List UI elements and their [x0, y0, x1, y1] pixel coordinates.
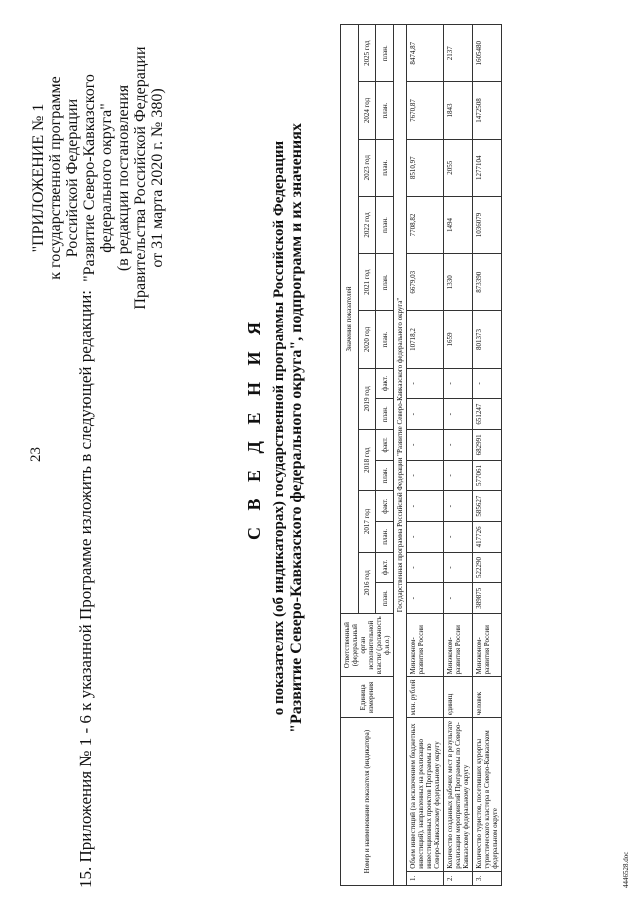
header-year: 2021 год: [358, 254, 376, 311]
row-value: 7708,82: [407, 196, 444, 253]
appendix-block: [30, 43, 166, 313]
row-value: 2055: [444, 139, 473, 196]
appendix-line: Российской Федерации: [64, 98, 81, 258]
row-indicator-name: Количество туристов, посетивших курорты туристического кластера в Северо-Кавказском федеральном округе: [473, 718, 502, 871]
header-year: 2017 год: [358, 491, 376, 552]
row-value: 801373: [473, 311, 502, 368]
header-year: 2024 год: [358, 82, 376, 139]
row-responsible: Минэконом-развития России: [444, 614, 473, 677]
row-value: -: [407, 460, 444, 491]
appendix-line: к государственной программе: [47, 76, 64, 280]
row-value: 577061: [473, 460, 502, 491]
row-value: -: [407, 429, 444, 460]
row-value: 7670,87: [407, 82, 444, 139]
row-value: -: [444, 522, 473, 553]
header-responsible: Ответственный (федеральный орган исполнительной власти/ (должность ф.и.о.): [341, 614, 394, 677]
page-number: 23: [28, 447, 44, 462]
header-plan: план.: [376, 399, 394, 430]
header-fact: факт.: [376, 368, 394, 399]
row-number: 3.: [473, 871, 502, 885]
row-value: 10718,2: [407, 311, 444, 368]
row-indicator-name: Количество созданных рабочих мест в результате реализации мероприятий Программы по Северо-Кавказскому федеральному округу: [444, 718, 473, 871]
header-plan: план.: [376, 583, 394, 614]
row-value: 389875: [473, 583, 502, 614]
header-plan: план.: [376, 139, 394, 196]
row-value: 585627: [473, 491, 502, 522]
row-value: -: [407, 522, 444, 553]
heading-line-2: о показателях (об индикаторах) государственной программы Российской Федерации: [271, 140, 287, 716]
row-value: -: [407, 552, 444, 583]
appendix-line: федерального округа": [98, 103, 115, 253]
row-value: 2137: [444, 25, 473, 82]
row-value: -: [444, 399, 473, 430]
indicators-table: [340, 24, 502, 886]
header-name: Номер и наименование показателя (индикатора): [341, 718, 394, 886]
appendix-line: Правительства Российской Федерации: [132, 46, 149, 310]
row-value: -: [444, 368, 473, 399]
row-value: 1277104: [473, 139, 502, 196]
row-responsible: Минэконом-развития России: [407, 614, 444, 677]
row-value: -: [407, 583, 444, 614]
row-value: 682991: [473, 429, 502, 460]
row-unit: единиц: [444, 677, 473, 718]
appendix-line: от 31 марта 2020 г. № 380): [149, 88, 166, 268]
header-year: 2025 год: [358, 25, 376, 82]
table-body: [394, 25, 502, 886]
header-plan: план.: [376, 25, 394, 82]
header-year: 2023 год: [358, 139, 376, 196]
row-value: 1330: [444, 254, 473, 311]
row-value: 8510,97: [407, 139, 444, 196]
header-year: 2020 год: [358, 311, 376, 368]
header-year: 2022 год: [358, 196, 376, 253]
header-plan: план.: [376, 522, 394, 553]
header-plan: план.: [376, 311, 394, 368]
row-value: 1494: [444, 196, 473, 253]
header-year: 2018 год: [358, 429, 376, 490]
row-number: 2.: [444, 871, 473, 885]
row-value: -: [444, 429, 473, 460]
row-value: -: [444, 583, 473, 614]
row-value: 8474,87: [407, 25, 444, 82]
row-value: 1843: [444, 82, 473, 139]
row-value: 1659: [444, 311, 473, 368]
header-plan: план.: [376, 460, 394, 491]
appendix-line: "Развитие Северо-Кавказского: [81, 74, 98, 282]
row-unit: человек: [473, 677, 502, 718]
row-responsible: Минэконом-развития России: [473, 614, 502, 677]
program-row: Государственная программа Российской Федерации "Развитие Северо-Кавказского федерального округа": [394, 25, 407, 886]
heading-title: С В Е Д Е Н И Я: [244, 316, 264, 540]
row-value: -: [444, 552, 473, 583]
row-value: -: [444, 491, 473, 522]
appendix-line: "ПРИЛОЖЕНИЕ № 1: [30, 103, 47, 253]
heading-line-3: "Развитие Северо-Кавказского федерального округа", подпрограмм и их значениях: [288, 123, 305, 733]
document-heading: [244, 68, 305, 788]
row-number: 1.: [407, 871, 444, 885]
row-value: 873390: [473, 254, 502, 311]
row-value: 522290: [473, 552, 502, 583]
header-plan: план.: [376, 254, 394, 311]
row-value: -: [407, 368, 444, 399]
appendix-line: (в редакции постановления: [115, 84, 132, 272]
header-fact: факт.: [376, 429, 394, 460]
row-value: -: [473, 368, 502, 399]
row-value: 1605480: [473, 25, 502, 82]
header-plan: план.: [376, 82, 394, 139]
row-value: 651247: [473, 399, 502, 430]
table-row: [407, 25, 444, 886]
row-value: -: [444, 460, 473, 491]
row-value: -: [407, 491, 444, 522]
row-unit: млн. рублей: [407, 677, 444, 718]
table-row: [444, 25, 473, 886]
row-indicator-name: Объем инвестиций (за исключением бюджетных инвестиций), направленных на реализацию инвестиционных проектов Программы по Северо-Кавказскому федеральному округу: [407, 718, 444, 871]
row-value: -: [407, 399, 444, 430]
rotated-landscape-content: [24, 8, 634, 888]
row-value: 6679,03: [407, 254, 444, 311]
header-year: 2016 год: [358, 552, 376, 613]
header-values: Значения показателей: [341, 25, 359, 614]
header-plan: план.: [376, 196, 394, 253]
row-value: 417726: [473, 522, 502, 553]
row-value: 1472508: [473, 82, 502, 139]
intro-line: 15. Приложения № 1 - 6 к указанной Программе изложить в следующей редакции:: [76, 289, 95, 888]
header-unit: Единица измерения: [341, 677, 394, 718]
table-row: [473, 25, 502, 886]
row-value: 1036079: [473, 196, 502, 253]
header-fact: факт.: [376, 491, 394, 522]
header-fact: факт.: [376, 552, 394, 583]
header-year: 2019 год: [358, 368, 376, 429]
footer-doc-id: 4446528.doc: [622, 851, 630, 888]
